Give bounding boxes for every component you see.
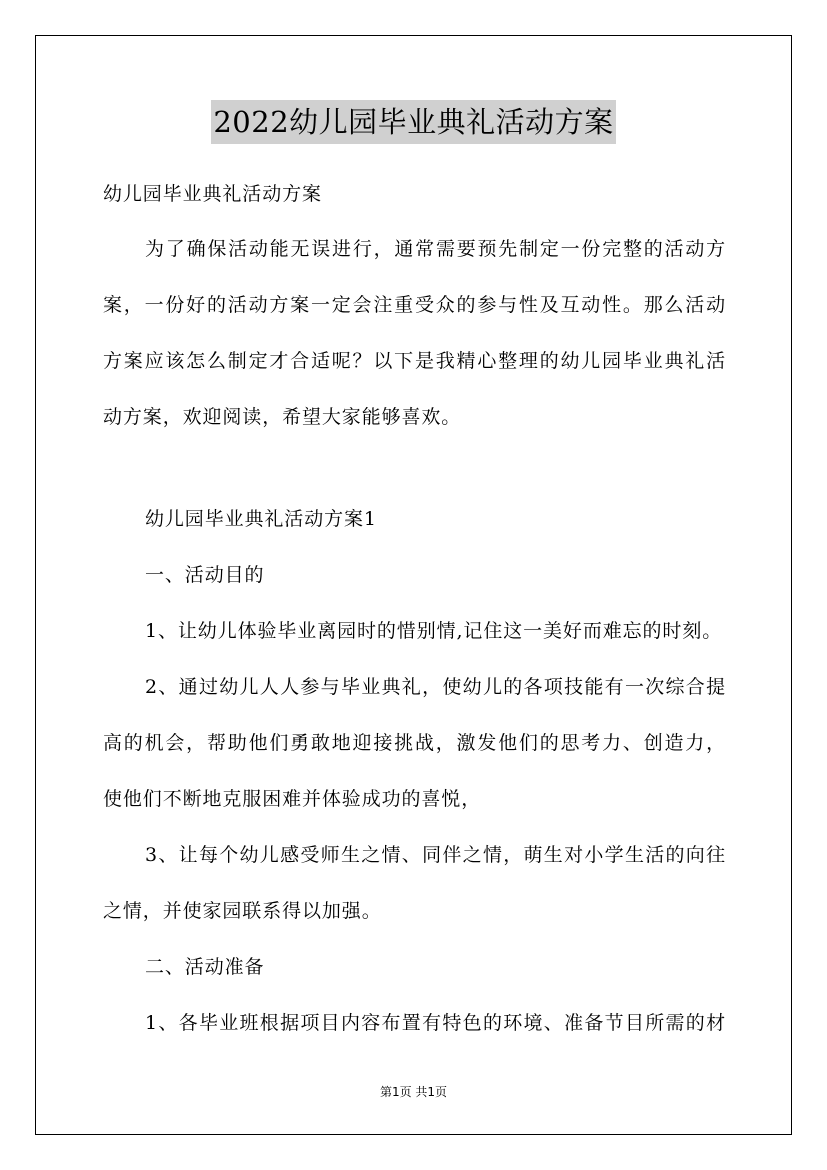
doc-subtitle: 幼儿园毕业典礼活动方案 — [103, 183, 322, 205]
title-container — [0, 100, 827, 144]
intro-paragraph — [103, 221, 726, 445]
paragraph-line: 高的机会，帮助他们勇敢地迎接挑战，激发他们的思考力、创造力， — [103, 732, 726, 754]
section-heading: 幼儿园毕业典礼活动方案1 — [145, 508, 377, 530]
paragraph-line: 使他们不断地克服困难并体验成功的喜悦， — [103, 788, 482, 810]
list-item: 3、让每个幼儿感受师生之情、同伴之情，萌生对小学生活的向往 — [145, 844, 726, 866]
list-item: 1、让幼儿体验毕业离园时的惜别情,记住这一美好而难忘的时刻。 — [145, 620, 723, 642]
paragraph-line: 动方案，欢迎阅读，希望大家能够喜欢。 — [103, 406, 462, 428]
paragraph-line: 为了确保活动能无误进行，通常需要预先制定一份完整的活动方 — [145, 238, 726, 260]
doc-subtitle-block — [103, 166, 726, 222]
paragraph-line: 方案应该怎么制定才合适呢？以下是我精心整理的幼儿园毕业典礼活 — [103, 350, 726, 372]
section-heading: 二、活动准备 — [145, 956, 265, 978]
page-footer: 第1页 共1页 — [379, 1085, 448, 1099]
plan-section — [103, 491, 726, 1051]
paragraph-line: 之情，并使家园联系得以加强。 — [103, 900, 382, 922]
paragraph-line: 案，一份好的活动方案一定会注重受众的参与性及互动性。那么活动 — [103, 294, 726, 316]
document-title: 2022幼儿园毕业典礼活动方案 — [211, 100, 615, 144]
list-item: 1、各毕业班根据项目内容布置有特色的环境、准备节目所需的材 — [145, 1012, 726, 1034]
list-item: 2、通过幼儿人人参与毕业典礼，使幼儿的各项技能有一次综合提 — [145, 676, 726, 698]
section-heading: 一、活动目的 — [145, 564, 265, 586]
